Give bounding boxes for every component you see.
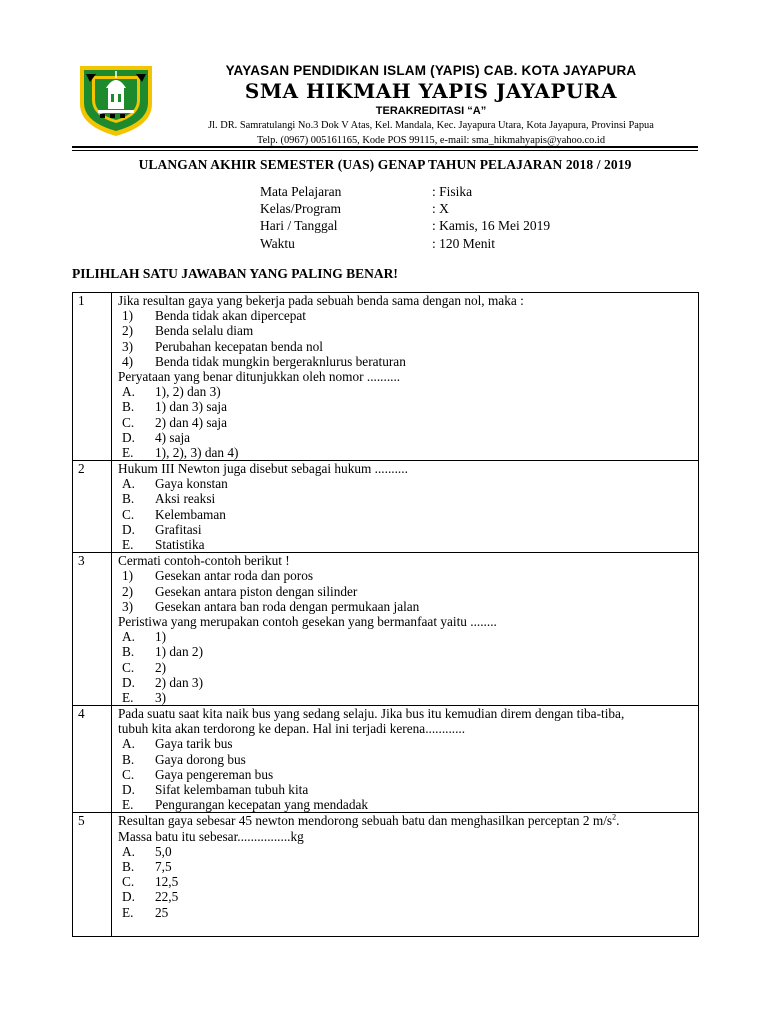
- meta-label: Mata Pelajaran: [260, 184, 342, 199]
- answer-option: D. Grafitasi: [122, 521, 202, 537]
- question-body: [112, 461, 699, 553]
- question-number: 2: [73, 461, 112, 553]
- question-stem-continued: Massa batu itu sebesar................kg: [118, 828, 304, 844]
- answer-option: B. Aksi reaksi: [122, 491, 216, 507]
- superscript: 2: [612, 812, 617, 822]
- question-stem: Jika resultan gaya yang bekerja pada sebuah benda sama dengan nol, maka :: [118, 293, 524, 308]
- school-name: SMA HIKMAH YAPIS JAYAPURA: [244, 79, 618, 103]
- question-stem-continued: tubuh kita akan terdorong ke depan. Hal ini terjadi kerena............: [118, 721, 466, 737]
- answer-option: C. 2) dan 4) saja: [122, 414, 227, 430]
- answer-option: A. Gaya konstan: [122, 476, 228, 492]
- question-row: [73, 706, 699, 813]
- statement-item: 3) Gesekan antara ban roda dengan permukaan jalan: [122, 598, 420, 614]
- answer-option: B. 7,5: [122, 858, 172, 874]
- answer-option: B. Gaya dorong bus: [122, 751, 246, 767]
- answer-option: A. Gaya tarik bus: [122, 736, 233, 752]
- question-row: [73, 553, 699, 706]
- accreditation: TERAKREDITASI “A”: [375, 105, 487, 117]
- question-row: [73, 461, 699, 553]
- question-row: [73, 293, 699, 461]
- answer-option: D. Sifat kelembaman tubuh kita: [122, 782, 309, 797]
- statement-item: 4) Benda tidak mungkin bergeraknlurus beraturan: [122, 353, 406, 369]
- statement-item: 2) Benda selalu diam: [122, 323, 254, 339]
- question-prompt: Peryataan yang benar ditunjukkan oleh nomor ..........: [118, 368, 401, 384]
- answer-option: E. 25: [122, 904, 169, 920]
- answer-option: E. Pengurangan kecepatan yang mendadak: [122, 797, 369, 813]
- question-number: 3: [73, 553, 112, 706]
- meta-label: Hari / Tanggal: [260, 218, 338, 234]
- question-row: [73, 813, 699, 936]
- meta-value: : Kamis, 16 Mei 2019: [432, 218, 551, 234]
- answer-option: C. 12,5: [122, 874, 179, 890]
- question-stem: Cermati contoh-contoh berikut !: [118, 553, 290, 569]
- statement-item: 2) Gesekan antara piston dengan silinder: [122, 583, 358, 599]
- answer-option: D. 4) saja: [122, 429, 191, 445]
- question-body: [112, 706, 699, 813]
- answer-option: A. 1): [122, 629, 167, 645]
- answer-option: A. 1), 2) dan 3): [122, 384, 221, 400]
- statement-item: 1) Benda tidak akan dipercepat: [122, 308, 306, 324]
- question-stem: Pada suatu saat kita naik bus yang sedang selaju. Jika bus itu kemudian direm dengan tiba-tiba,: [118, 706, 625, 722]
- meta-value: : X: [432, 201, 449, 217]
- letterhead: [178, 60, 684, 147]
- meta-value: : 120 Menit: [432, 235, 495, 251]
- meta-value: : Fisika: [432, 184, 473, 199]
- question-body: [112, 553, 699, 706]
- question-prompt: Peristiwa yang merupakan contoh gesekan yang bermanfaat yaitu ........: [118, 613, 497, 629]
- question-body: [112, 293, 699, 461]
- address-line: Jl. DR. Samratulangi No.3 Dok V Atas, Kel. Mandala, Kec. Jayapura Utara, Kota Jayapura, Provinsi Papua: [208, 120, 654, 131]
- contact-line: Telp. (0967) 005161165, Kode POS 99115, e-mail: sma_hikmahyapis@yahoo.co.id: [256, 135, 606, 146]
- answer-option: B. 1) dan 2): [122, 644, 203, 660]
- answer-option: C. Kelembaman: [122, 506, 226, 522]
- header-divider: [72, 146, 698, 148]
- foundation-name: YAYASAN PENDIDIKAN ISLAM (YAPIS) CAB. KOTA JAYAPURA: [225, 63, 637, 78]
- question-stem: Resultan gaya sebesar 45 newton mendorong sebuah batu dan menghasilkan perceptan 2 $m/s^2$.: [118, 812, 620, 829]
- header-divider-thin: [72, 150, 698, 151]
- instruction: PILIHLAH SATU JAWABAN YANG PALING BENAR!: [72, 266, 398, 281]
- questions-table: [72, 292, 699, 937]
- answer-option: B. 1) dan 3) saja: [122, 399, 227, 415]
- answer-option: A. 5,0: [122, 843, 172, 859]
- answer-option: E. Statistika: [122, 537, 205, 552]
- answer-option: D. 22,5: [122, 889, 179, 905]
- question-number: 5: [73, 813, 112, 936]
- answer-option: E. 1), 2), 3) dan 4): [122, 444, 239, 460]
- statement-item: 3) Perubahan kecepatan benda nol: [122, 338, 323, 354]
- question-body: [112, 813, 699, 936]
- exam-title: ULANGAN AKHIR SEMESTER (UAS) GENAP TAHUN PELAJARAN 2018 / 2019: [138, 157, 632, 172]
- meta-label: Waktu: [260, 235, 295, 251]
- answer-option: C. Gaya pengereman bus: [122, 766, 274, 782]
- meta-label: Kelas/Program: [260, 201, 341, 217]
- answer-option: D. 2) dan 3): [122, 674, 203, 690]
- question-number: 4: [73, 706, 112, 813]
- statement-item: 1) Gesekan antar roda dan poros: [122, 568, 314, 584]
- answer-option: E. 3): [122, 689, 167, 705]
- answer-option: C. 2): [122, 659, 167, 675]
- question-stem: Hukum III Newton juga disebut sebagai hukum ..........: [118, 461, 408, 477]
- school-logo-icon: [74, 60, 158, 138]
- question-number: 1: [73, 293, 112, 461]
